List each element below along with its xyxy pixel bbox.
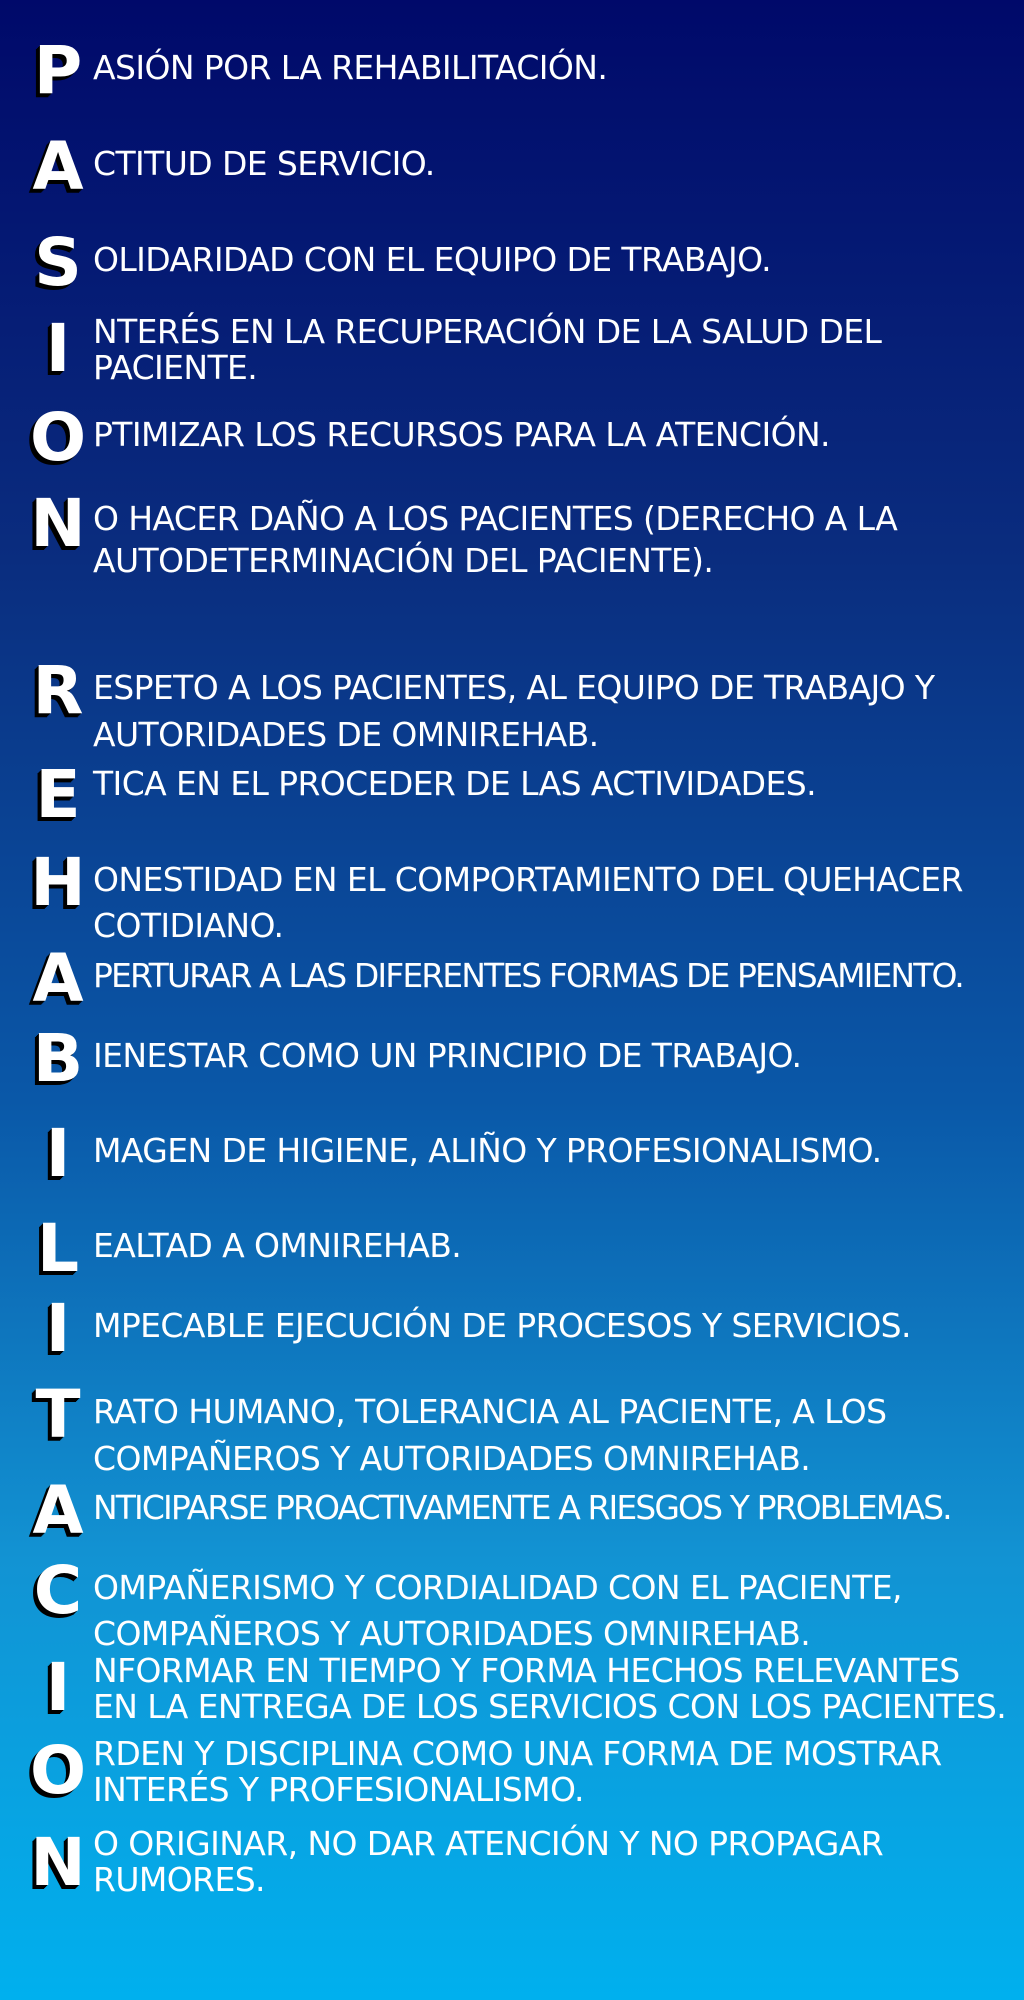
entry-text [93, 1131, 1023, 1171]
entry-initial: I [45, 1290, 71, 1367]
entry-initial: A [32, 1472, 84, 1549]
entry-text [93, 1306, 1023, 1346]
entry-text-line: AUTORIDADES DE OMNIREHAB. [93, 715, 599, 754]
entry-text-line: PTIMIZAR LOS RECURSOS PARA LA ATENCIÓN. [93, 415, 830, 454]
entry-text [93, 1488, 1023, 1528]
entry-initial: N [30, 485, 86, 562]
entry-text-line: PERTURAR A LAS DIFERENTES FORMAS DE PENSAMIENTO. [93, 956, 963, 995]
entry-text [93, 764, 1023, 804]
entry-text [93, 240, 1023, 280]
entry-text-line: ASIÓN POR LA REHABILITACIÓN. [93, 48, 608, 87]
entry-initial: I [45, 1115, 71, 1192]
entry-text [93, 314, 1023, 386]
entry-initial: H [30, 844, 86, 921]
entry-text-line: EALTAD A OMNIREHAB. [93, 1226, 462, 1265]
entry-text [93, 501, 1023, 579]
entry-text-line: CTITUD DE SERVICIO. [93, 144, 435, 183]
entry-text-line: COMPAÑEROS Y AUTORIDADES OMNIREHAB. [93, 1614, 811, 1653]
entry-text-line: RDEN Y DISCIPLINA COMO UNA FORMA DE MOSTRAR [93, 1734, 942, 1773]
entry-text-line: NFORMAR EN TIEMPO Y FORMA HECHOS RELEVANTES [93, 1651, 960, 1690]
entry-text [93, 48, 1023, 88]
entry-initial: C [33, 1552, 83, 1629]
entry-initial: O [29, 399, 87, 476]
entry-text-line: TICA EN EL PROCEDER DE LAS ACTIVIDADES. [93, 764, 816, 803]
entry-initial: L [36, 1210, 80, 1287]
entry-initial: P [33, 32, 83, 109]
entry-text [93, 1226, 1023, 1266]
entry-initial: I [45, 1649, 71, 1726]
entry-text-line: PACIENTE. [93, 348, 258, 387]
entry-initial: N [30, 1824, 86, 1901]
entry-text-line: NTICIPARSE PROACTIVAMENTE A RIESGOS Y PROBLEMAS. [93, 1488, 951, 1527]
entry-text-line: RATO HUMANO, TOLERANCIA AL PACIENTE, A LOS [93, 1392, 887, 1431]
entry-text [93, 1736, 1023, 1808]
entry-text [93, 1036, 1023, 1076]
entry-text-line: COMPAÑEROS Y AUTORIDADES OMNIREHAB. [93, 1439, 811, 1478]
entry-initial: S [34, 224, 82, 301]
entry-text [93, 1653, 1023, 1725]
entry-text-line: NTERÉS EN LA RECUPERACIÓN DE LA SALUD DEL [93, 312, 882, 351]
entry-text-line: O HACER DAÑO A LOS PACIENTES (DERECHO A LA [93, 499, 898, 538]
entry-initial: B [32, 1020, 84, 1097]
entry-initial: A [32, 940, 84, 1017]
entry-text-line: MAGEN DE HIGIENE, ALIÑO Y PROFESIONALISMO. [93, 1131, 882, 1170]
entry-initial: R [32, 652, 84, 729]
entry-text [93, 1392, 1023, 1479]
entry-text-line: COTIDIANO. [93, 906, 284, 945]
entry-text-line: O ORIGINAR, NO DAR ATENCIÓN Y NO PROPAGAR [93, 1824, 884, 1863]
entry-text-line: OLIDARIDAD CON EL EQUIPO DE TRABAJO. [93, 240, 772, 279]
entry-text-line: AUTODETERMINACIÓN DEL PACIENTE). [93, 541, 714, 580]
entry-text [93, 1826, 1023, 1898]
entry-text [93, 860, 1023, 946]
entry-text [93, 1568, 1023, 1654]
entry-text-line: ESPETO A LOS PACIENTES, AL EQUIPO DE TRABAJO Y [93, 668, 935, 707]
entry-initial: I [45, 310, 71, 387]
entry-text-line: RUMORES. [93, 1860, 265, 1899]
entry-text [93, 144, 1023, 184]
entry-text-line: IENESTAR COMO UN PRINCIPIO DE TRABAJO. [93, 1036, 802, 1075]
entry-text-line: INTERÉS Y PROFESIONALISMO. [93, 1770, 584, 1809]
entry-initial: E [35, 756, 81, 833]
entry-initial: T [35, 1376, 81, 1453]
entry-text-line: ONESTIDAD EN EL COMPORTAMIENTO DEL QUEHACER [93, 860, 963, 899]
entry-text-line: OMPAÑERISMO Y CORDIALIDAD CON EL PACIENTE, [93, 1568, 902, 1607]
entry-initial: A [32, 128, 84, 205]
entry-text [93, 956, 1023, 996]
entry-initial: O [29, 1732, 87, 1809]
entry-text-line: EN LA ENTREGA DE LOS SERVICIOS CON LOS PACIENTES. [93, 1687, 1007, 1726]
entry-text-line: MPECABLE EJECUCIÓN DE PROCESOS Y SERVICIOS. [93, 1306, 911, 1345]
entry-text [93, 415, 1023, 455]
entry-text [93, 668, 1023, 755]
